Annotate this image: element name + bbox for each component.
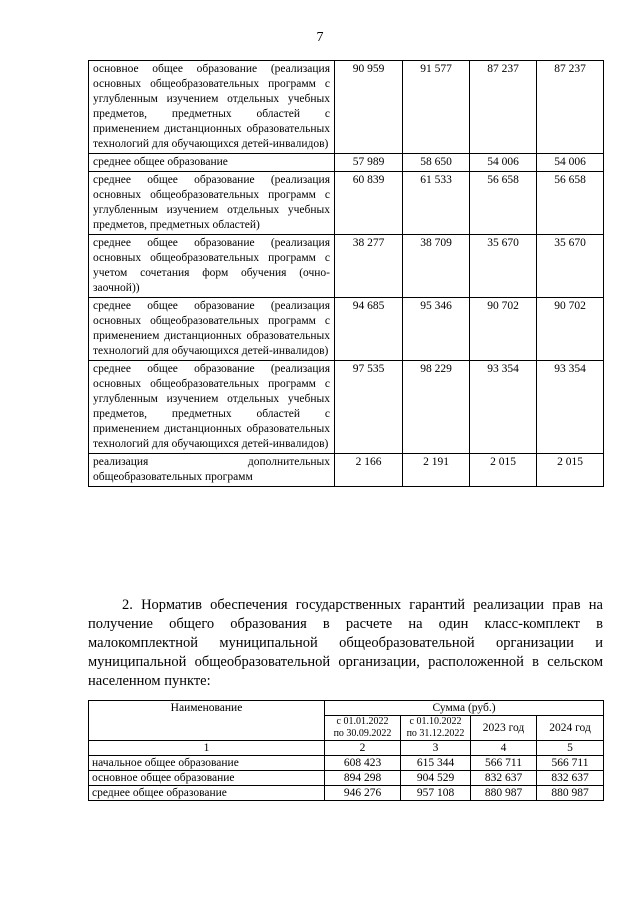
row-value: 98 229 xyxy=(403,361,470,454)
row-value: 54 006 xyxy=(537,154,604,172)
row-value: 93 354 xyxy=(537,361,604,454)
column-numbers-row xyxy=(89,741,604,756)
row-value: 35 670 xyxy=(537,235,604,298)
period-line: с 01.01.2022 xyxy=(336,716,389,727)
row-value: 35 670 xyxy=(470,235,537,298)
row-value: 2 166 xyxy=(335,454,403,487)
row-name: начальное общее образование xyxy=(89,756,325,771)
header-sum: Сумма (руб.) xyxy=(325,701,604,716)
row-value: 61 533 xyxy=(403,172,470,235)
row-value: 87 237 xyxy=(470,61,537,154)
row-name: основное общее образование xyxy=(89,771,325,786)
row-value: 832 637 xyxy=(537,771,604,786)
row-value: 91 577 xyxy=(403,61,470,154)
row-value: 87 237 xyxy=(537,61,604,154)
period-2022-q1-q3 xyxy=(325,716,401,741)
row-value: 880 987 xyxy=(537,786,604,801)
row-value: 615 344 xyxy=(401,756,471,771)
row-value: 832 637 xyxy=(471,771,537,786)
row-value: 60 839 xyxy=(335,172,403,235)
period-2023: 2023 год xyxy=(471,716,537,741)
page-number: 7 xyxy=(316,30,324,45)
row-value: 97 535 xyxy=(335,361,403,454)
row-value: 608 423 xyxy=(325,756,401,771)
period-line: по 30.09.2022 xyxy=(333,728,392,739)
column-number: 2 xyxy=(325,741,401,756)
table-row xyxy=(89,786,604,801)
row-name: среднее общее образование xyxy=(89,154,335,172)
row-value: 57 989 xyxy=(335,154,403,172)
normative-table-continued xyxy=(88,60,604,487)
table-row xyxy=(89,756,604,771)
row-value: 904 529 xyxy=(401,771,471,786)
column-number: 4 xyxy=(471,741,537,756)
table-row xyxy=(89,771,604,786)
table-row xyxy=(89,61,604,154)
row-value: 94 685 xyxy=(335,298,403,361)
table-row xyxy=(89,235,604,298)
header-row xyxy=(89,701,604,716)
row-value: 90 959 xyxy=(335,61,403,154)
row-value: 95 346 xyxy=(403,298,470,361)
table-row xyxy=(89,172,604,235)
table-row xyxy=(89,454,604,487)
row-value: 93 354 xyxy=(470,361,537,454)
row-value: 38 709 xyxy=(403,235,470,298)
row-name: среднее общее образование (реализация основных общеобразовательных программ с углубленным изучением отдельных учебных предметов, предметных областей с применением дистанционных образовательных технологий для обучающихся детей-инвалидов) xyxy=(89,361,335,454)
row-value: 90 702 xyxy=(470,298,537,361)
column-number: 1 xyxy=(89,741,325,756)
normative-paragraph: 2. Норматив обеспечения государственных гарантий реализации прав на получение общего образования в расчете на один класс-комплект в малокомплектной муниципальной общеобразовательной организации и муниципальной общеобразовательной организации, расположенной в сельском населенном пункте: xyxy=(88,597,603,689)
table-row xyxy=(89,361,604,454)
row-value: 38 277 xyxy=(335,235,403,298)
row-value: 90 702 xyxy=(537,298,604,361)
row-value: 894 298 xyxy=(325,771,401,786)
row-name: реализация дополнительных общеобразовательных программ xyxy=(89,454,335,487)
column-number: 5 xyxy=(537,741,604,756)
row-value: 2 015 xyxy=(470,454,537,487)
column-number: 3 xyxy=(401,741,471,756)
row-value: 566 711 xyxy=(537,756,604,771)
row-value: 946 276 xyxy=(325,786,401,801)
row-value: 566 711 xyxy=(471,756,537,771)
row-value: 2 191 xyxy=(403,454,470,487)
row-value: 54 006 xyxy=(470,154,537,172)
row-name: среднее общее образование xyxy=(89,786,325,801)
period-line: с 01.10.2022 xyxy=(409,716,462,727)
row-name: среднее общее образование (реализация основных общеобразовательных программ с применением дистанционных образовательных технологий для обучающихся детей-инвалидов) xyxy=(89,298,335,361)
row-value: 56 658 xyxy=(470,172,537,235)
row-value: 880 987 xyxy=(471,786,537,801)
row-name: среднее общее образование (реализация основных общеобразовательных программ с углубленным изучением отдельных учебных предметов, предметных областей) xyxy=(89,172,335,235)
header-name: Наименование xyxy=(89,701,325,741)
row-name: основное общее образование (реализация основных общеобразовательных программ с углубленным изучением отдельных учебных предметов, предметных областей с применением дистанционных образовательных технологий для обучающихся детей-инвалидов) xyxy=(89,61,335,154)
period-2022-q4 xyxy=(401,716,471,741)
row-value: 957 108 xyxy=(401,786,471,801)
row-value: 2 015 xyxy=(537,454,604,487)
table-row xyxy=(89,298,604,361)
period-line: по 31.12.2022 xyxy=(406,728,465,739)
period-2024: 2024 год xyxy=(537,716,604,741)
row-name: среднее общее образование (реализация основных общеобразовательных программ с учетом сочетания форм обучения (очно-заочной)) xyxy=(89,235,335,298)
small-school-normative-table xyxy=(88,700,604,801)
row-value: 58 650 xyxy=(403,154,470,172)
table-row xyxy=(89,154,604,172)
row-value: 56 658 xyxy=(537,172,604,235)
